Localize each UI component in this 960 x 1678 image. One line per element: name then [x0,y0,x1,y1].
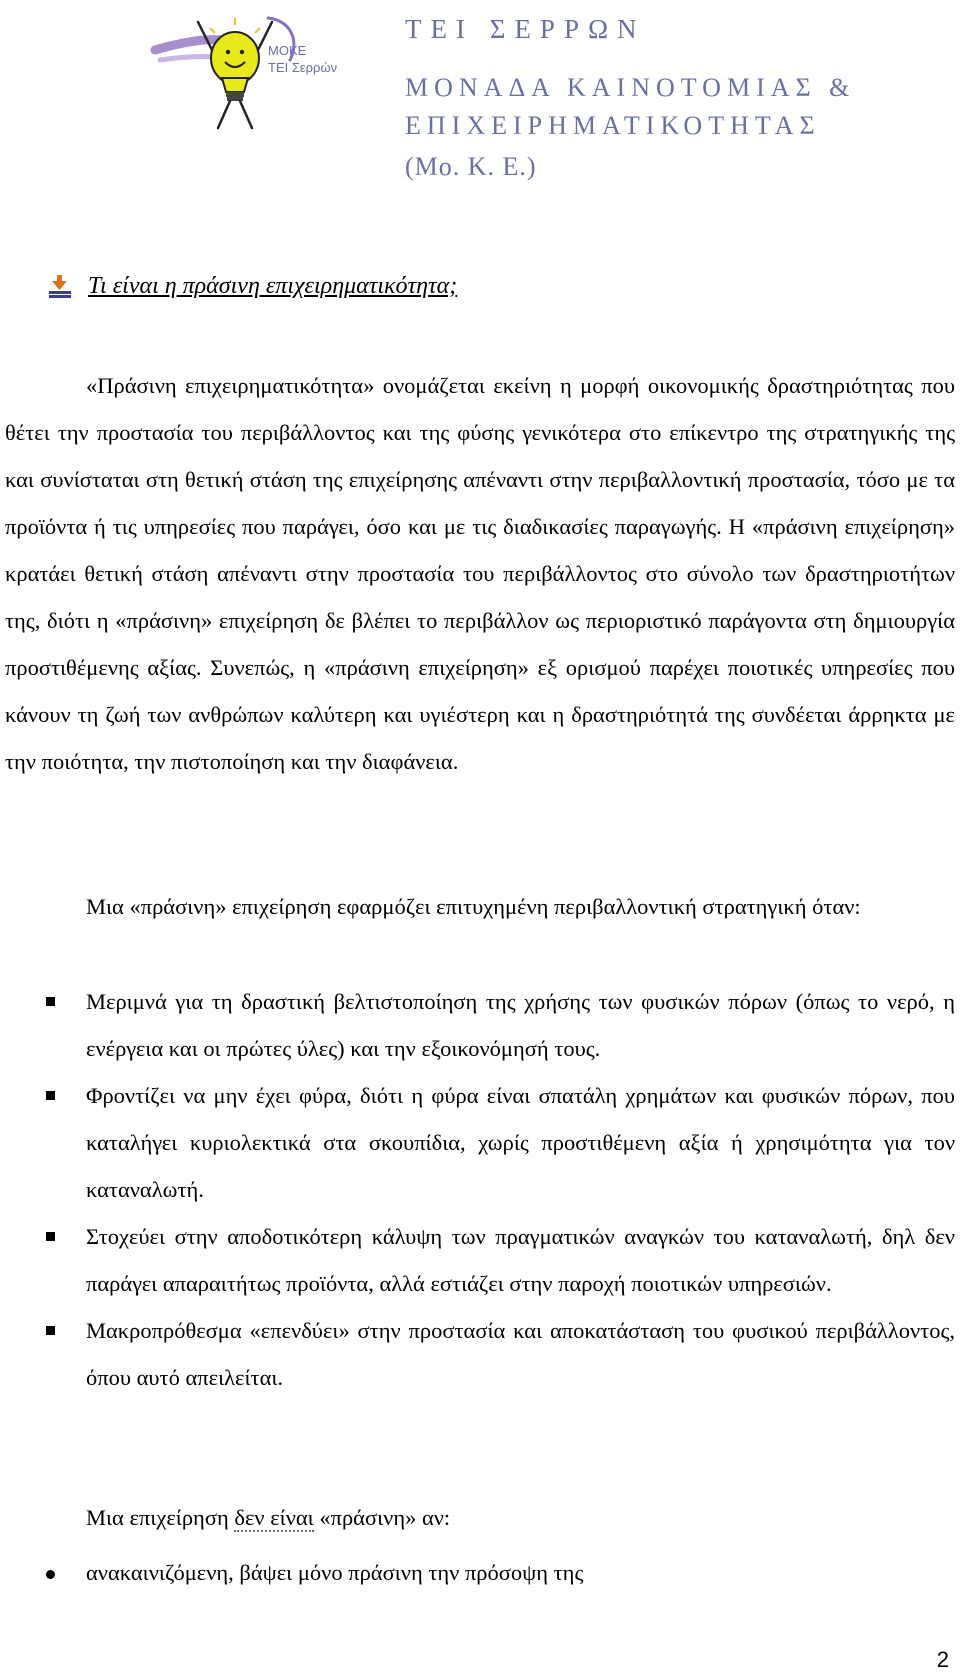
logo-line1: ΜΟΚΕ [268,43,307,58]
not-emphasis: δεν είναι [234,1505,314,1530]
list-item: Μακροπρόθεσμα «επενδύει» στην προστασία και αποκατάσταση του φυσικού περιβάλλοντος, όπου αυτό απειλείται. [0,1307,955,1401]
square-bullet-icon [46,1232,55,1241]
institution-name: ΤΕΙ ΣΕΡΡΩΝ [405,14,646,44]
square-bullet-icon [46,1091,55,1100]
moke-logo [150,0,380,135]
criteria-list [0,978,960,1401]
unit-name-line2: ΕΠΙΧΕΙΡΗΜΑΤΙΚΟΤΗΤΑΣ [405,111,821,140]
page-heading: Τι είναι η πράσινη επιχειρηματικότητα; [88,272,458,299]
square-bullet-icon [46,997,55,1006]
logo-line2: ΤΕΙ Σερρών [268,60,338,75]
round-bullet-icon [46,1570,55,1579]
arrow-bullet-icon [46,272,74,300]
strategy-intro-text: Μια «πράσινη» επιχείρηση εφαρμόζει επιτυχημένη περιβαλλοντική στρατηγική όταν: [86,894,861,919]
list-item: Στοχεύει στην αποδοτικότερη κάλυψη των πραγματικών αναγκών του καταναλωτή, δηλ δεν παράγει απαραιτήτως προϊόντα, αλλά εστιάζει στην παροχή ποιοτικών υπηρεσιών. [0,1213,955,1307]
square-bullet-icon [46,1326,55,1335]
definition-text: «Πράσινη επιχειρηματικότητα» ονομάζεται εκείνη η μορφή οικονομικής δραστηριότητας που θέτει την προστασία του περιβάλλοντος και της φύσης γενικότερα στο επίκεντρο της στρατηγικής της και συνίσταται στη θετική στάση της επιχείρησης απέναντι στην περιβαλλοντική προστασία, τόσο με τα προϊόντα ή τις υπηρεσίες που παράγει, όσο και με τις διαδικασίες παραγωγής. Η «πράσινη επιχείρηση» κρατάει θετική στάση απέναντι στην προστασία του περιβάλλοντος στο σύνολο των δραστηριοτήτων της, διότι η «πράσινη» επιχείρηση δε βλέπει το περιβάλλον ως περιοριστικό παράγοντα στη δημιουργία προστιθέμενης αξίας. Συνεπώς, η «πράσινη επιχείρηση» εξ ορισμού παρέχει ποιοτικές υπηρεσίες που κάνουν τη ζωή των ανθρώπων καλύτερη και υγιέστερη και η δραστηριότητά της συνδέεται άρρηκτα με την ποιότητα, την πιστοποίηση και την διαφάνεια. [5,373,955,774]
section-heading-row [46,270,457,302]
lightbulb-logo-icon [150,0,380,135]
list-item: Φροντίζει να μην έχει φύρα, διότι η φύρα είναι σπατάλη χρημάτων και φυσικών πόρων, που καταλήγει κυριολεκτικά στα σκουπίδια, χωρίς προστιθέμενη αξία ή χρησιμότητα για τον καταναλωτή. [0,1072,955,1213]
list-item: Μεριμνά για τη δραστική βελτιστοποίηση της χρήσης των φυσικών πόρων (όπως το νερό, η ενέργεια και οι πρώτες ύλες) και την εξοικονόμησή τους. [0,978,955,1072]
unit-name-line1: ΜΟΝΑΔΑ ΚΑΙΝΟΤΟΜΙΑΣ & [405,73,856,102]
strategy-intro-paragraph [5,883,955,930]
definition-paragraph [5,362,955,785]
page-number: 2 [936,1647,949,1672]
unit-abbreviation: (Μο. Κ. Ε.) [405,152,537,181]
not-green-intro: Μια επιχείρηση δεν είναι «πράσινη» αν: [86,1505,451,1530]
